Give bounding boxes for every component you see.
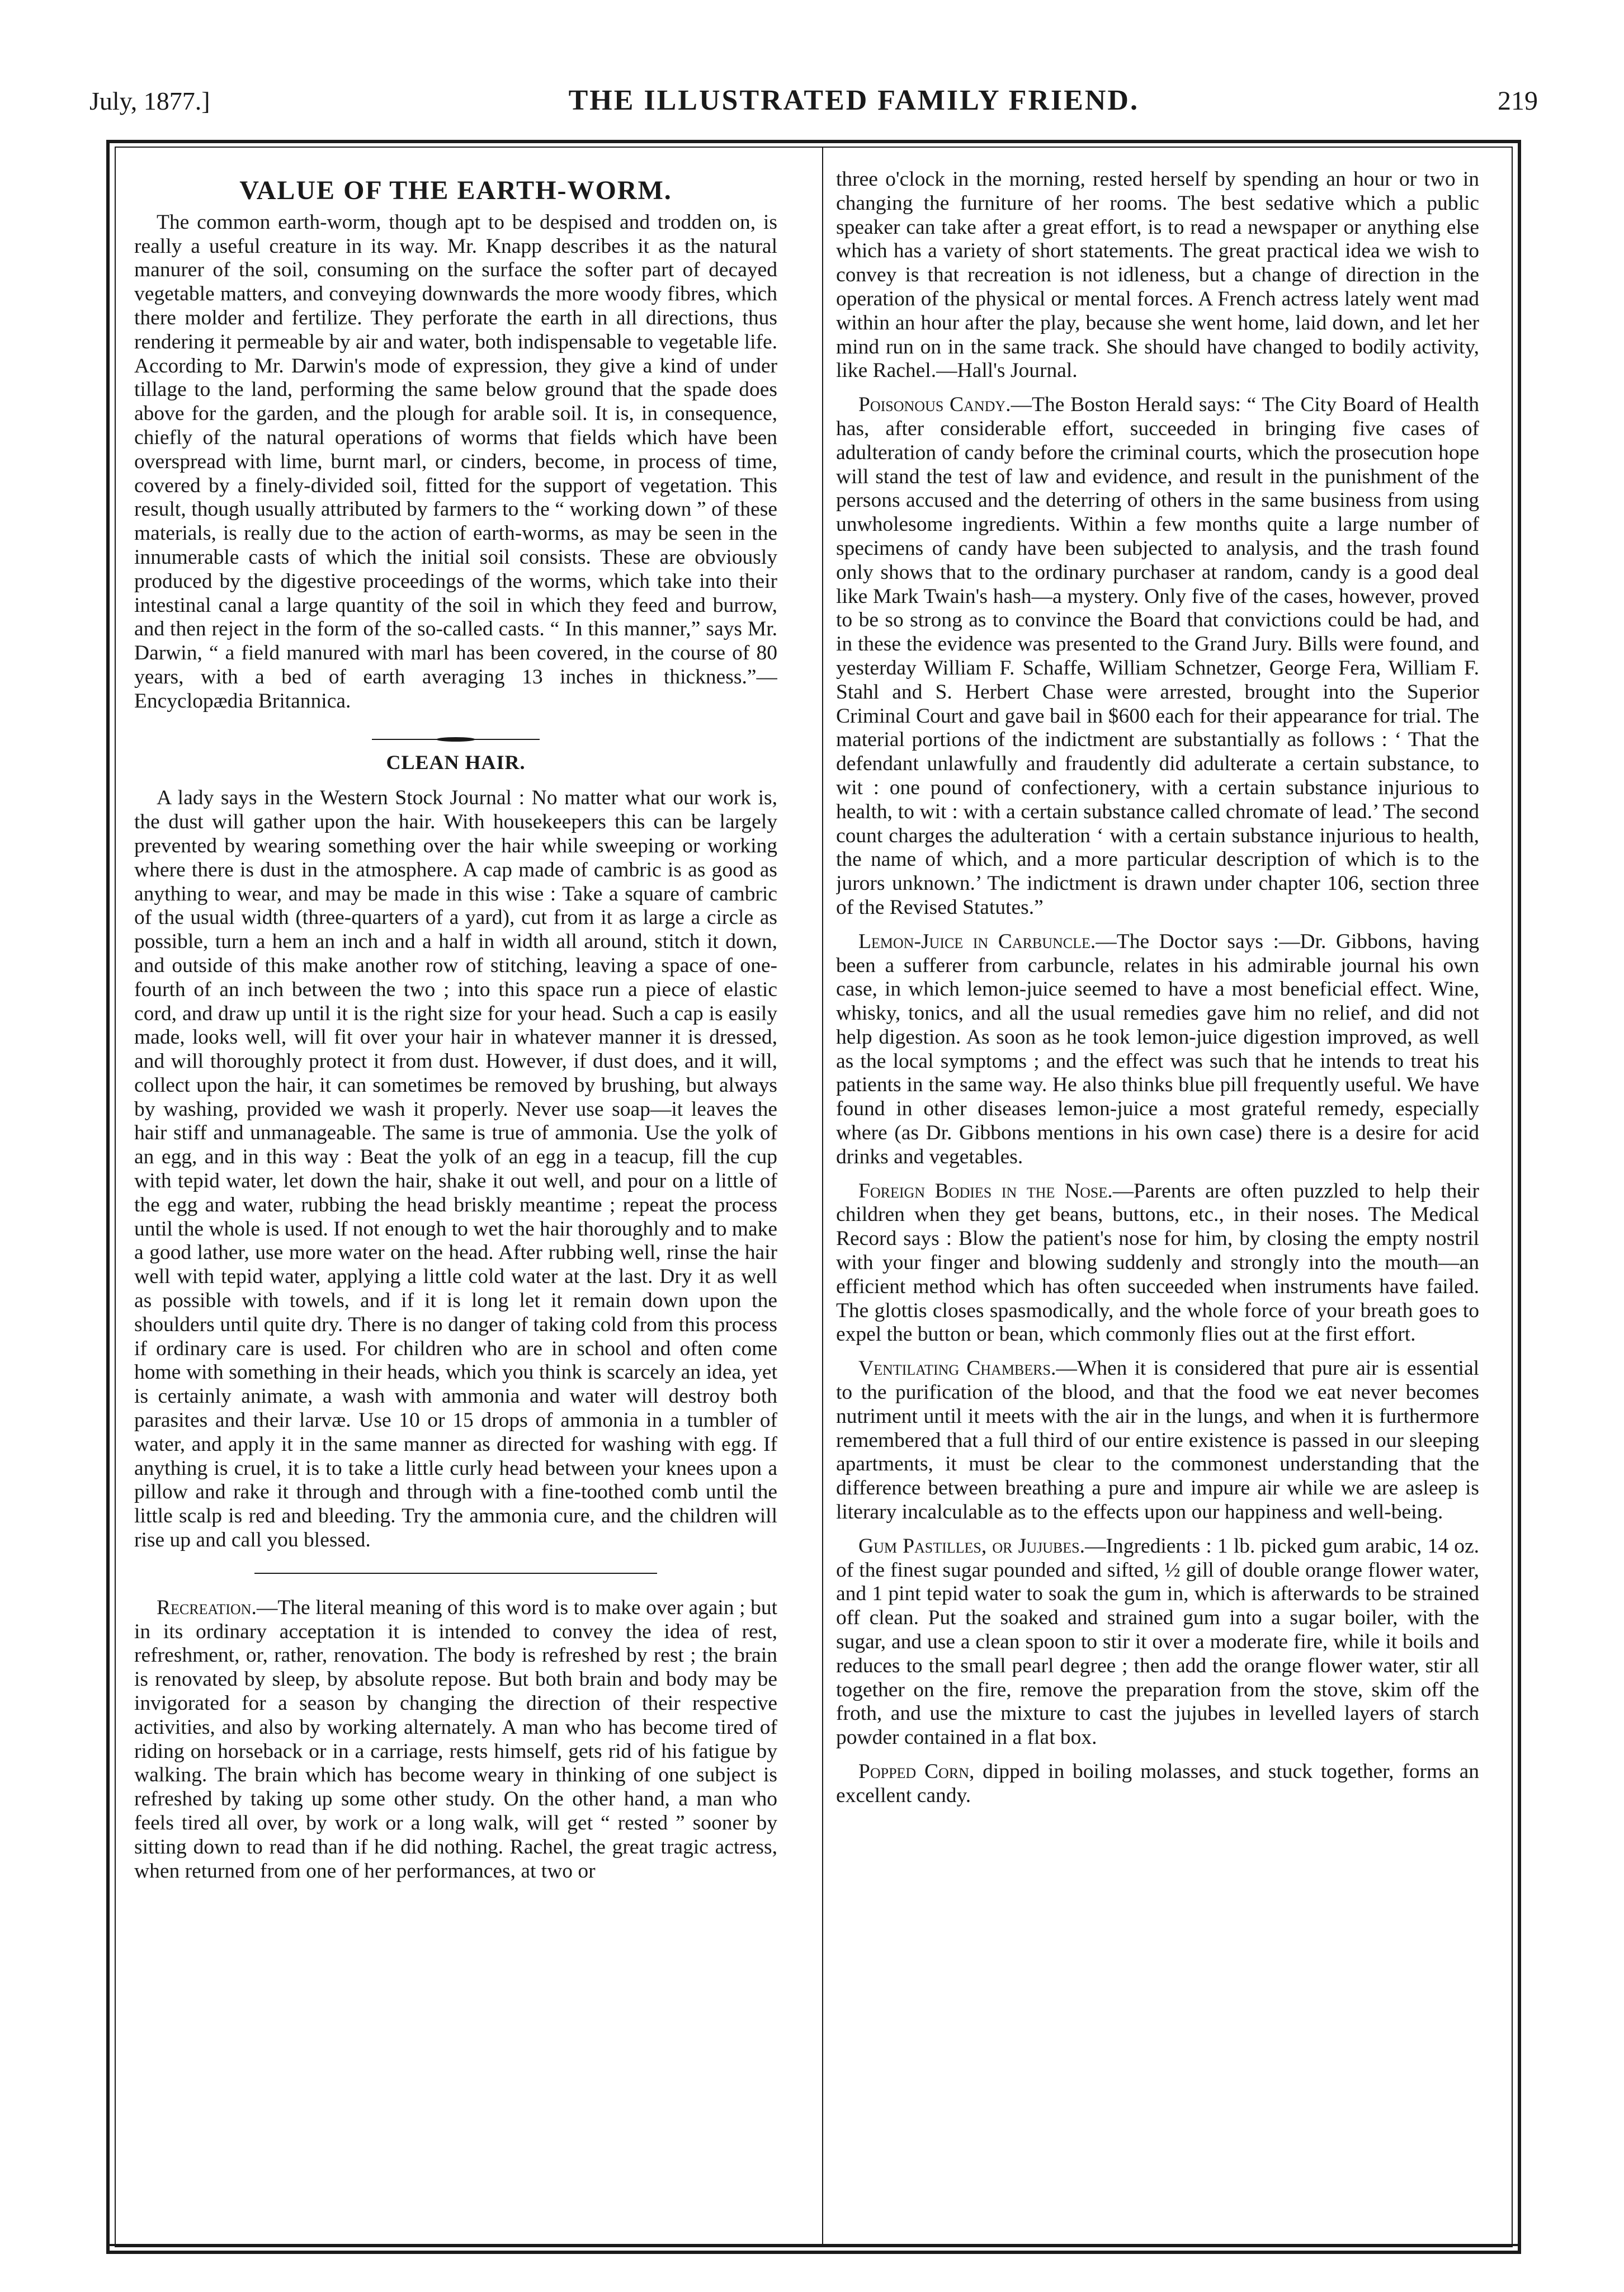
ventilating-lead: Ventilating Chambers.	[858, 1357, 1056, 1380]
lemon-juice-paragraph	[836, 930, 1479, 1169]
gum-pastilles-lead: Gum Pastilles, or Jujubes.	[858, 1534, 1085, 1558]
section-ornament	[372, 736, 540, 743]
clean-hair-title: CLEAN HAIR.	[386, 751, 526, 774]
gum-pastilles-text: —Ingredients : 1 lb. picked gum arabic, 14 oz. of the finest sugar pounded and sifted, ½ gill of double orange flower water, and 1 pint tepid water to soak the gum in, which is afterwards to be strained off clean. Put the soaked and strained gum into a sugar boiler, with the sugar, and use a clean spoon to stir it over a moderate fire, while it boils and reduces to the small pearl degree ; then add the orange flower water, stir all together on the fire, remove the preparation from the stove, skim off the froth, and use the mixture to cast the jujubes in levelled layers of starch powder contained in a flat box.	[836, 1534, 1479, 1749]
issue-date: July, 1877.]	[89, 87, 210, 115]
popped-corn-paragraph	[836, 1760, 1479, 1808]
poisonous-candy-text: —The Boston Herald says: “ The City Board of Health has, after considerable effort, succeeded in bringing five cases of adulteration of candy before the criminal courts, which the prosecution hope will stand the test of law and evidence, and result in the punishment of the persons accused and the deterring of others in the same business from using unwholesome ingredients. Within a few months quite a large number of specimens of candy have been subjected to analysis, and the trash found only shows that to the ordinary purchaser at random, candy is a good deal like Mark Twain's hash—a mystery. Only five of the cases, however, proved to be so strong as to convince the Board that convictions could be had, and in these the evidence was presented to the Grand Jury. Bills were found, and yesterday William F. Schaffe, William Schnetzer, George Fera, William F. Stahl and S. Herbert Chase were arrested, brought into the Superior Criminal Court and gave bail in $600 each for their appearance for trial. The material portions of the indictment are substantially as follows : ‘ That the defendant unlawfully and fraudently did adulterate a certain substance, to wit : one pound of confectionery, with a certain substance injurious to health, to wit : with a certain substance called chromate of lead.’ The second count charges the adulteration ‘ with a certain substance injurious to health, the name of which, and a more particular description of which is to the jurors unknown.’ The indictment is drawn under chapter 106, section three of the Revised Statutes.”	[836, 393, 1479, 919]
ventilating-text: —When it is considered that pure air is essential to the purification of the blood, and that the food we eat never becomes nutriment until it meets with the air in the lungs, and when it is furthermore remembered that a full third of our entire existence is passed in our sleeping apartments, it must be clear to the commonest understanding that the difference between breathing a pure and impure air while we are asleep is literary incalculable as to the effects upon our happiness and well-being.	[836, 1357, 1479, 1524]
ventilating-paragraph	[836, 1357, 1479, 1525]
left-column	[134, 168, 777, 2237]
bottom-rule	[106, 2244, 1521, 2246]
foreign-bodies-lead: Foreign Bodies in the Nose.	[858, 1179, 1113, 1202]
recreation-continued: three o'clock in the morning, rested herself by spending an hour or two in changing the furniture of her rooms. The best sedative which a public speaker can take after a great effort, is to read a newspaper or anything else which has a variety of short statements. The great practical idea we wish to convey is that recreation is not idleness, but a change of direction in the operation of the physical or mental forces. A French actress lately went mad within an hour after the play, because she went home, laid down, and let her mind run on in the same track. She should have changed to bodily activity, like Rachel.—Hall's Journal.	[836, 168, 1479, 383]
page-number: 219	[1498, 86, 1538, 116]
poisonous-candy-lead: Poisonous Candy.	[858, 393, 1011, 417]
poisonous-candy-paragraph	[836, 393, 1479, 920]
popped-corn-lead: Popped Corn,	[858, 1760, 975, 1783]
journal-title: THE ILLUSTRATED FAMILY FRIEND.	[568, 84, 1139, 116]
recreation-text: —The literal meaning of this word is to make over again ; but in its ordinary acceptation it is intended to convey the idea of rest, refreshment, or, rather, renovation. The body is refreshed by rest ; the brain is renovated by sleep, by absolute repose. But both brain and body may be invigorated for a season by changing the direction of their respective activities, and also by working alternately. A man who has become tired of riding on horseback or in a carriage, rests himself, gets rid of his fatigue by walking. The brain which has become weary in thinking of one subject is refreshed by taking up some other study. On the other hand, a man who feels tired all over, by work or a long walk, will get “ rested ” sooner by sitting down to read than if he did nothing. Rachel, the great tragic actress, when returned from one of her performances, at two or	[134, 1596, 777, 1883]
earthworm-text: The common earth-worm, though apt to be despised and trodden on, is really a useful creature in its way. Mr. Knapp describes it as the natural manurer of the soil, consuming on the surface the softer part of decayed vegetable matters, and conveying downwards the more woody fibres, which there molder and fertilize. They perforate the earth in all directions, thus rendering it permeable by air and water, both indispensable to vegetable life. According to Mr. Darwin's mode of expression, they give a kind of under tillage to the land, performing the same below ground that the spade does above for the garden, and the plough for arable soil. It is, in consequence, chiefly of the natural operations of worms that fields which have been overspread with lime, burnt marl, or cinders, become, in process of time, covered by a finely-divided soil, fitted for the support of vegetation. This result, though usually attributed by farmers to the “ working down ” of these materials, is really due to the action of earth-worms, as may be seen in the innumerable casts of which the initial soil consists. These are obviously produced by the digestive proceedings of the worms, which take into their intestinal canal a large quantity of the soil in which they feed and burrow, and then reject in the form of the so-called casts. “ In this manner,” says Mr. Darwin, “ a field manured with marl has been covered, in the course of 80 years, with a bed of earth averaging 13 inches in thickness.”—Encyclopædia Britannica.	[134, 210, 777, 713]
popped-corn-text: dipped in boiling molasses, and stuck together, forms an excellent candy.	[836, 1760, 1479, 1807]
section-rule	[254, 1573, 657, 1574]
lemon-juice-lead: Lemon-Juice in Carbuncle.	[858, 930, 1096, 953]
foreign-bodies-text: —Parents are often puzzled to help their children when they get beans, buttons, etc., in their noses. The Medical Record says : Blow the patient's nose for him, by closing the empty nostril with your finger and blowing suddenly and strongly into the mouth—an efficient method which has often succeeded when instruments have failed. The glottis closes spasmodically, and the whole force of your breath goes to expel the button or bean, which commonly flies out at the first effort.	[836, 1179, 1479, 1346]
foreign-bodies-paragraph	[836, 1180, 1479, 1347]
recreation-lead: Recreation.	[157, 1596, 257, 1619]
column-divider	[822, 147, 823, 2247]
right-column	[836, 168, 1479, 2237]
earthworm-title: VALUE OF THE EARTH-WORM.	[239, 176, 672, 205]
lemon-juice-text: —The Doctor says :—Dr. Gibbons, having been a sufferer from carbuncle, relates in his admirable journal his own case, in which lemon-juice seemed to have a most beneficial effect. Wine, whisky, tonics, and all the usual remedies gave him no relief, and did not help digestion. As soon as he took lemon-juice digestion improved, as well as the local symptoms ; and the effect was such that he intends to treat his patients in the same way. He also thinks blue pill frequently useful. We have found in other diseases lemon-juice a most grateful remedy, especially where (as Dr. Gibbons mentions in his own case) there is a desire for acid drinks and vegetables.	[836, 930, 1479, 1168]
gum-pastilles-paragraph	[836, 1535, 1479, 1750]
running-head	[89, 84, 1538, 129]
clean-hair-text: A lady says in the Western Stock Journal : No matter what our work is, the dust will gather upon the hair. With housekeepers this can be largely prevented by wearing something over the hair while sweeping or working where there is dust in the atmosphere. A cap made of cambric is as good as anything to wear, and may be made in this wise : Take a square of cambric of the usual width (three-quarters of a yard), cut from it as large a circle as possible, turn a hem an inch and a half in width all around, stitch it down, and outside of this make another row of stitching, leaving a space of one-fourth of an inch between the two ; into this space run a piece of elastic cord, and draw up until it is the right size for your head. Such a cap is easily made, looks well, will fit over your hair in whatever manner it is dressed, and will thoroughly protect it from dust. However, if dust does, and it will, collect upon the hair, it can sometimes be removed by brushing, but always by washing, provided we wash it properly. Never use soap—it leaves the hair stiff and unmanageable. The same is true of ammonia. Use the yolk of an egg, and in this way : Beat the yolk of an egg in a teacup, fill the cup with tepid water, let down the hair, shake it out well, and pour on a little of the egg and water, rubbing the head briskly meantime ; repeat the process until the whole is used. If not enough to wet the hair thoroughly and to make a good lather, use more water on the head. After rubbing well, rinse the hair well with tepid water, applying a little cold water at the last. Dry it as well as possible with towels, and if it is long let it remain down upon the shoulders until quite dry. There is no danger of taking cold from this process if ordinary care is used. For children who are in school and often come home with something in their heads, which you think is scarcely an idea, yet is certainly animate, a wash with ammonia and water will destroy both parasites and their larvæ. Use 10 or 15 drops of ammonia in a tumbler of water, and apply it in the same manner as directed for washing with egg. If anything is cruel, it is to take a little curly head between your knees upon a pillow and rake it through and through with a fine-toothed comb until the little scalp is red and bleeding. Try the ammonia cure, and the children will rise up and call you blessed.	[134, 786, 777, 1552]
recreation-paragraph	[134, 1596, 777, 1884]
